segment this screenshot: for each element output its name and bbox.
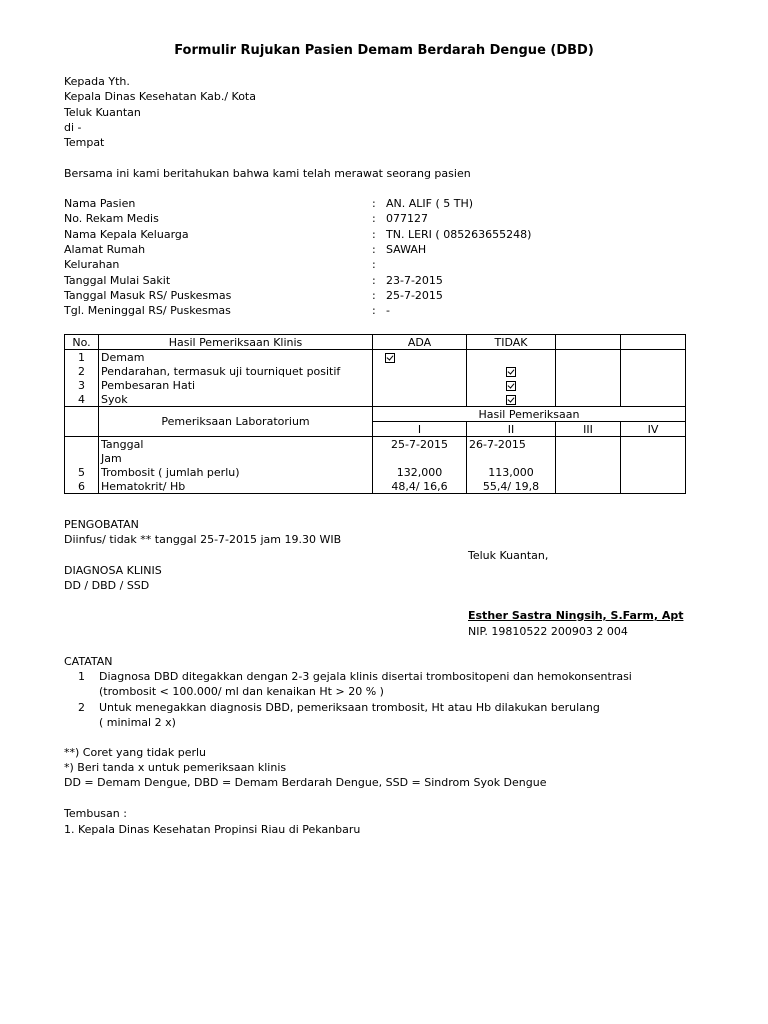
patient-value-onset: 23-7-2015	[386, 274, 443, 287]
ada-cell[interactable]	[373, 392, 467, 407]
patient-label-address: Alamat Rumah	[64, 243, 146, 256]
header-tidak: TIDAK	[467, 335, 556, 350]
ada-cell[interactable]	[373, 364, 467, 378]
patient-value-death: -	[386, 304, 390, 317]
catatan-heading: CATATAN	[64, 655, 113, 668]
roman-iii: III	[556, 422, 621, 437]
header-ada: ADA	[373, 335, 467, 350]
roman-ii: II	[467, 422, 556, 437]
empty-cell	[621, 437, 686, 452]
row-no: 2	[65, 364, 99, 378]
empty-cell	[621, 392, 686, 407]
document-title: Formulir Rujukan Pasien Demam Berdarah Dengue (DBD)	[174, 43, 594, 58]
tidak-cell[interactable]	[467, 364, 556, 378]
empty-cell	[556, 479, 621, 494]
empty-cell	[556, 335, 621, 350]
row-no: 5	[65, 465, 99, 479]
pengobatan-heading: PENGOBATAN	[64, 518, 139, 531]
patient-value-admission: 25-7-2015	[386, 289, 443, 302]
colon: :	[372, 274, 376, 287]
empty-cell	[621, 479, 686, 494]
patient-label-kelurahan: Kelurahan	[64, 258, 120, 271]
table-row	[65, 465, 686, 479]
tidak-cell[interactable]	[467, 350, 556, 365]
colon: :	[372, 228, 376, 241]
patient-label-onset: Tanggal Mulai Sakit	[64, 274, 171, 287]
table-row	[65, 437, 686, 452]
footnote-2: *) Beri tanda x untuk pemeriksaan klinis	[64, 761, 287, 774]
intro-text: Bersama ini kami beritahukan bahwa kami telah merawat seorang pasien	[64, 167, 471, 180]
empty-cell	[556, 392, 621, 407]
header-clinical: Hasil Pemeriksaan Klinis	[99, 335, 373, 350]
tembusan-heading: Tembusan :	[64, 807, 127, 820]
examination-table	[64, 334, 686, 494]
ada-cell[interactable]	[373, 378, 467, 392]
value-i: 25-7-2015	[373, 437, 467, 452]
patient-value-family-head: TN. LERI ( 085263655248)	[386, 228, 532, 241]
patient-label-admission: Tanggal Masuk RS/ Puskesmas	[64, 289, 232, 302]
patient-value-record: 077127	[386, 212, 428, 225]
recipient-line-3: Teluk Kuantan	[64, 106, 141, 119]
checkbox-checked-icon[interactable]	[506, 367, 516, 377]
catatan-text-2a: Untuk menegakkan diagnosis DBD, pemeriksaan trombosit, Ht atau Hb dilakukan berulang	[99, 701, 600, 714]
recipient-line-4: di -	[64, 121, 82, 134]
patient-label-family-head: Nama Kepala Keluarga	[64, 228, 189, 241]
empty-cell	[556, 378, 621, 392]
value-ii: 55,4/ 19,8	[467, 479, 556, 494]
signature-name: Esther Sastra Ningsih, S.Farm, Apt	[468, 609, 684, 622]
empty-cell	[621, 350, 686, 365]
colon: :	[372, 258, 376, 271]
table-row	[65, 364, 686, 378]
roman-iv: IV	[621, 422, 686, 437]
catatan-number-1: 1	[78, 670, 85, 683]
empty-cell	[621, 335, 686, 350]
value-ii	[467, 451, 556, 465]
row-name: Syok	[99, 392, 373, 407]
value-i: 48,4/ 16,6	[373, 479, 467, 494]
patient-value-address: SAWAH	[386, 243, 427, 256]
checkbox-checked-icon[interactable]	[506, 395, 516, 405]
colon: :	[372, 243, 376, 256]
tidak-cell[interactable]	[467, 378, 556, 392]
tidak-cell[interactable]	[467, 392, 556, 407]
colon: :	[372, 289, 376, 302]
signature-place: Teluk Kuantan,	[468, 549, 549, 562]
row-name: Trombosit ( jumlah perlu)	[99, 465, 373, 479]
row-no: 6	[65, 479, 99, 494]
catatan-text-2b: ( minimal 2 x)	[99, 716, 176, 729]
empty-cell	[621, 364, 686, 378]
pengobatan-text: Diinfus/ tidak ** tanggal 25-7-2015 jam 19.30 WIB	[64, 533, 342, 546]
footnote-3: DD = Demam Dengue, DBD = Demam Berdarah Dengue, SSD = Sindrom Syok Dengue	[64, 776, 547, 789]
diagnosa-heading: DIAGNOSA KLINIS	[64, 564, 162, 577]
row-name: Demam	[99, 350, 373, 365]
value-ii: 26-7-2015	[467, 437, 556, 452]
row-name: Pendarahan, termasuk uji tourniquet positif	[99, 364, 373, 378]
recipient-line-5: Tempat	[64, 136, 105, 149]
empty-cell	[556, 465, 621, 479]
empty-cell	[621, 465, 686, 479]
colon: :	[372, 197, 376, 210]
patient-value-name: AN. ALIF ( 5 TH)	[386, 197, 474, 210]
row-no: 4	[65, 392, 99, 407]
empty-cell	[556, 451, 621, 465]
empty-cell	[65, 407, 99, 437]
catatan-text-1b: (trombosit < 100.000/ ml dan kenaikan Ht > 20 % )	[99, 685, 384, 698]
table-row	[65, 479, 686, 494]
row-name: Jam	[99, 451, 373, 465]
row-name: Pembesaran Hati	[99, 378, 373, 392]
checkbox-checked-icon[interactable]	[506, 381, 516, 391]
ada-cell[interactable]	[373, 350, 467, 365]
footnote-1: **) Coret yang tidak perlu	[64, 746, 207, 759]
value-ii: 113,000	[467, 465, 556, 479]
catatan-number-2: 2	[78, 701, 85, 714]
row-no	[65, 437, 99, 452]
colon: :	[372, 304, 376, 317]
row-no	[65, 451, 99, 465]
patient-label-death: Tgl. Meninggal RS/ Puskesmas	[64, 304, 231, 317]
row-no: 1	[65, 350, 99, 365]
tembusan-item: 1. Kepala Dinas Kesehatan Propinsi Riau di Pekanbaru	[64, 823, 361, 836]
recipient-line-1: Kepada Yth.	[64, 75, 130, 88]
diagnosa-text: DD / DBD / SSD	[64, 579, 150, 592]
table-row	[65, 392, 686, 407]
table-row	[65, 451, 686, 465]
empty-cell	[621, 451, 686, 465]
hasil-pemeriksaan-header: Hasil Pemeriksaan	[373, 407, 686, 422]
row-name: Hematokrit/ Hb	[99, 479, 373, 494]
catatan-text-1a: Diagnosa DBD ditegakkan dengan 2-3 gejala klinis disertai trombositopeni dan hemokonsentrasi	[99, 670, 632, 683]
empty-cell	[556, 437, 621, 452]
patient-label-name: Nama Pasien	[64, 197, 136, 210]
value-i: 132,000	[373, 465, 467, 479]
roman-i: I	[373, 422, 467, 437]
row-name: Tanggal	[99, 437, 373, 452]
patient-label-record: No. Rekam Medis	[64, 212, 159, 225]
table-row	[65, 378, 686, 392]
colon: :	[372, 212, 376, 225]
row-no: 3	[65, 378, 99, 392]
checkbox-checked-icon[interactable]	[385, 353, 395, 363]
empty-cell	[556, 364, 621, 378]
header-no: No.	[65, 335, 99, 350]
signature-nip: NIP. 19810522 200903 2 004	[468, 625, 628, 638]
empty-cell	[556, 350, 621, 365]
lab-header: Pemeriksaan Laboratorium	[99, 407, 373, 437]
value-i	[373, 451, 467, 465]
table-row	[65, 350, 686, 365]
recipient-line-2: Kepala Dinas Kesehatan Kab./ Kota	[64, 90, 256, 103]
empty-cell	[621, 378, 686, 392]
